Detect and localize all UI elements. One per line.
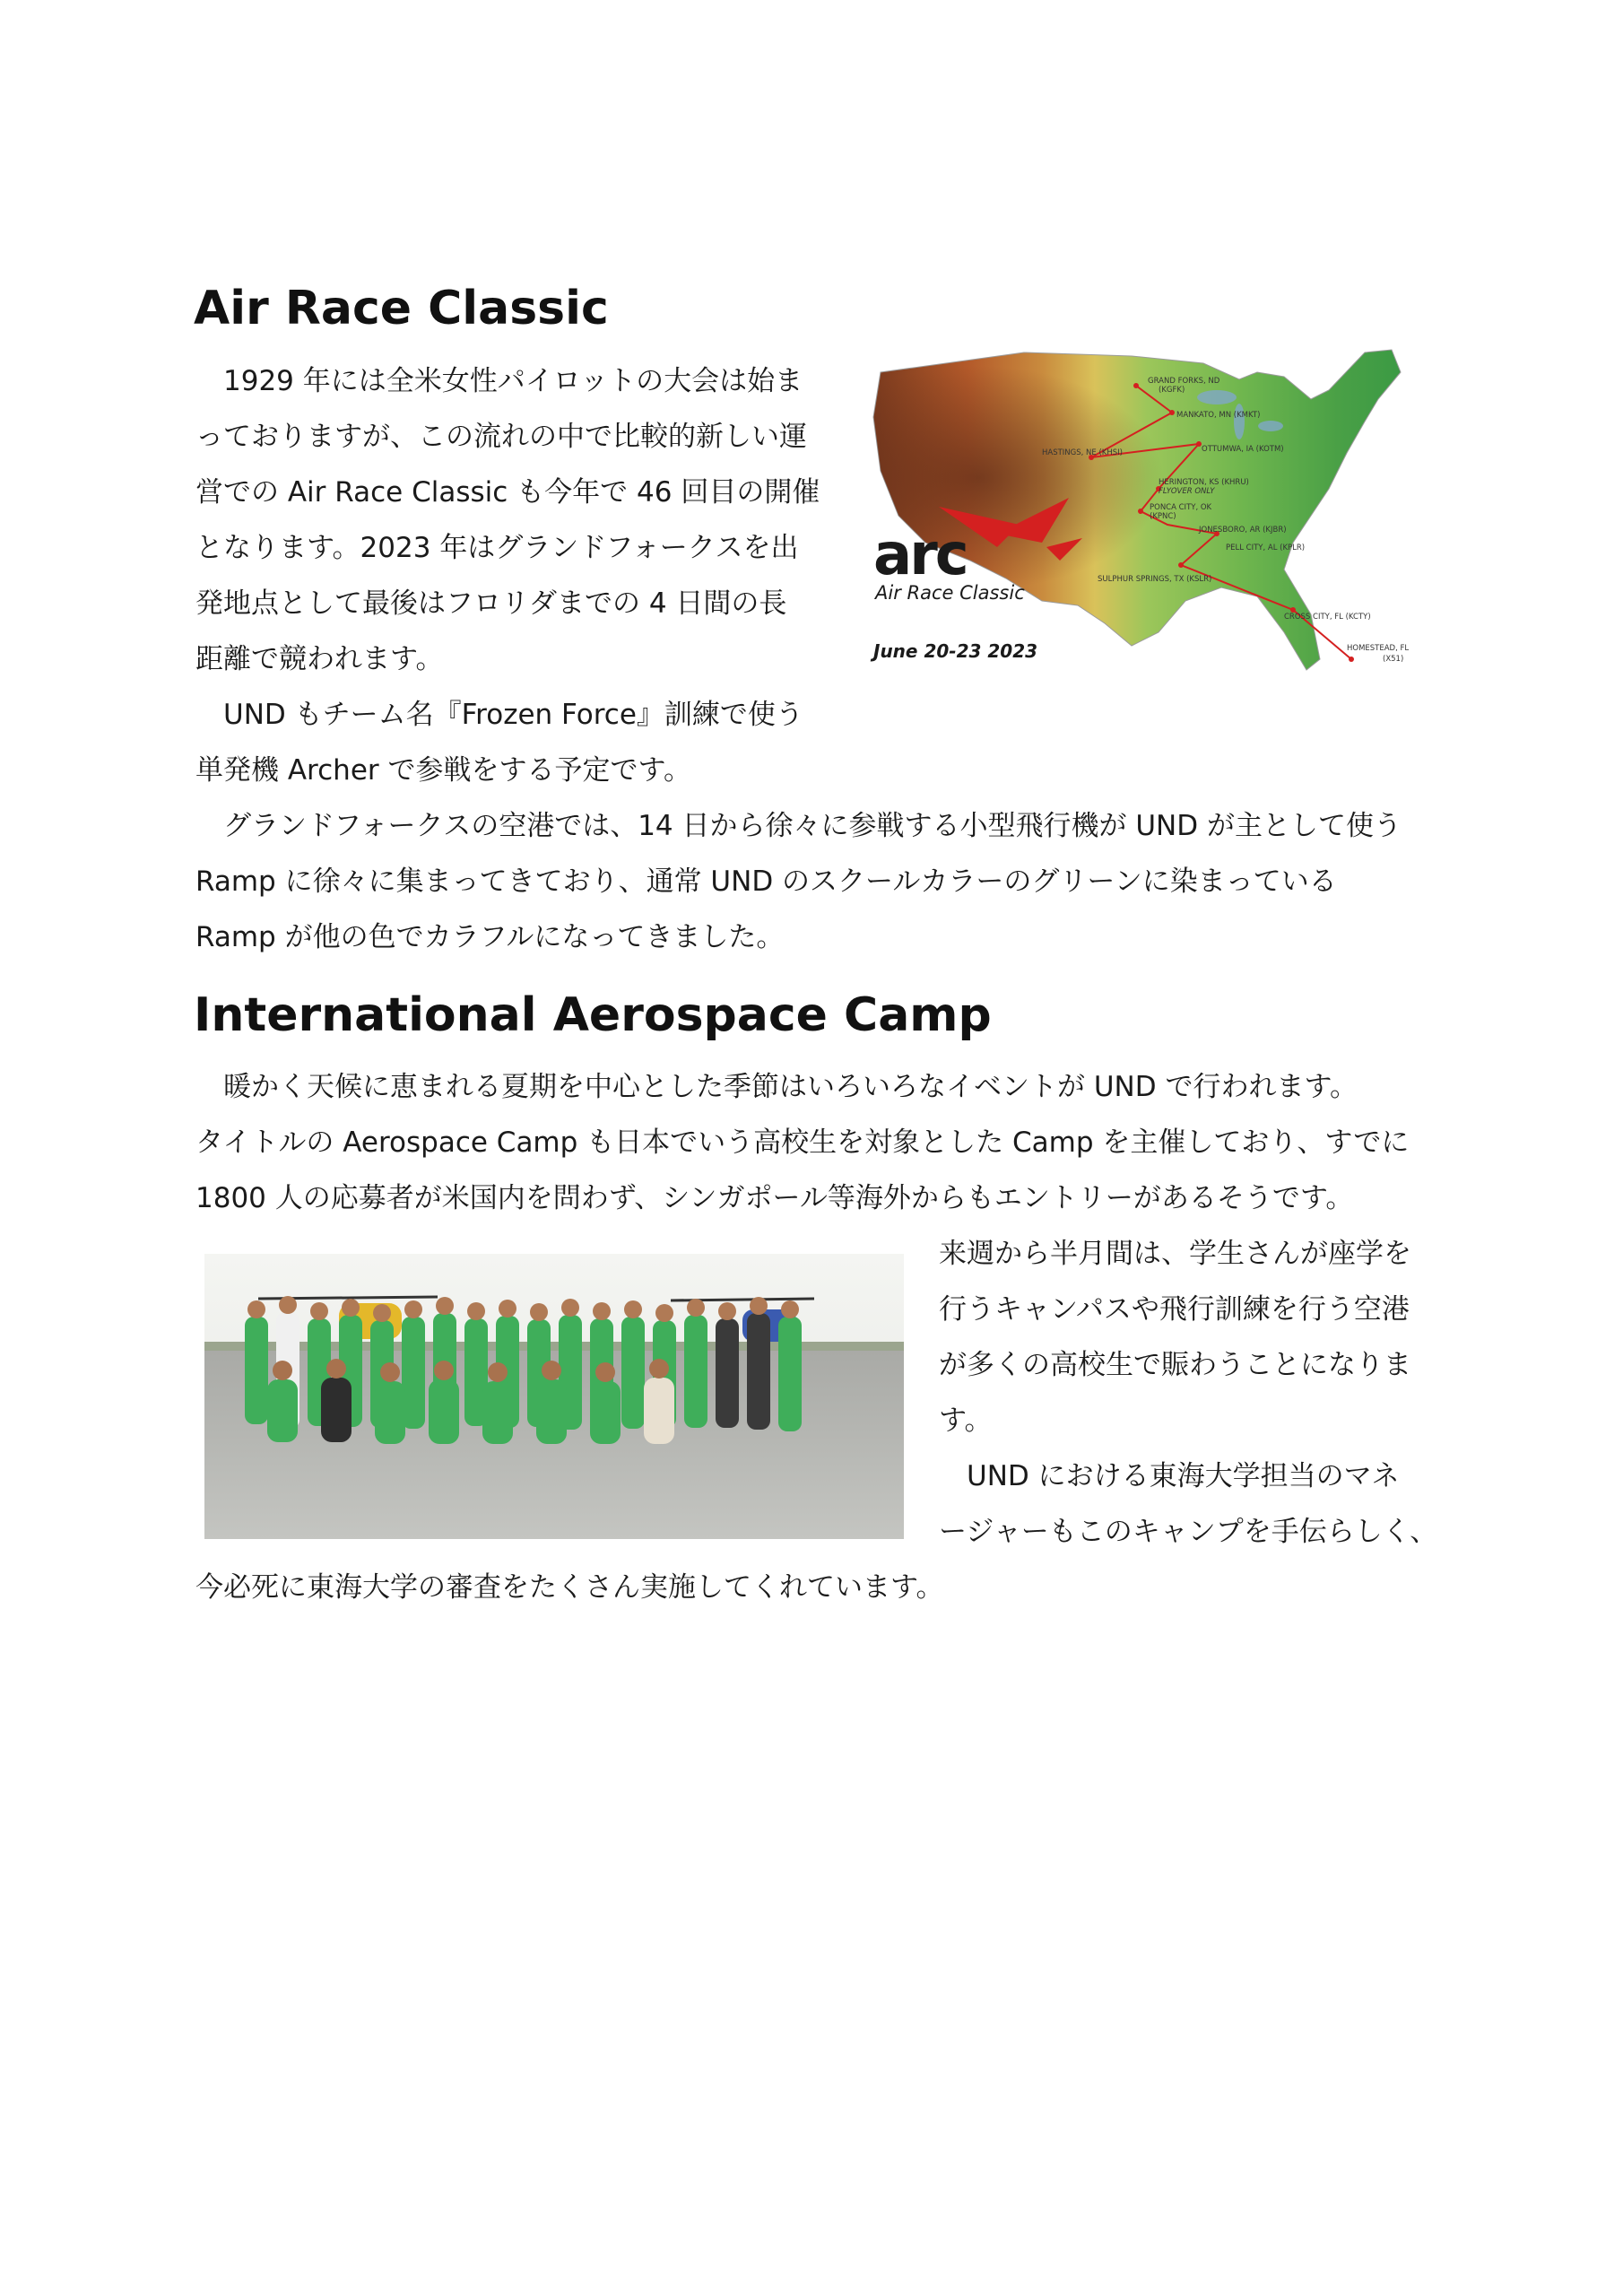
map-label: MANKATO, MN (KMKT) <box>1176 411 1261 420</box>
paragraph-line: ージャーもこのキャンプを手伝らしく、 <box>939 1516 1438 1548</box>
map-label: OTTUMWA, IA (KOTM) <box>1202 445 1284 454</box>
paragraph-line: 単発機 Archer で参戦をする予定です。 <box>195 754 692 787</box>
map-label: GRAND FORKS, ND <box>1148 377 1220 386</box>
race-dates: June 20-23 2023 <box>873 640 1038 662</box>
air-race-route-map <box>863 336 1419 686</box>
paragraph-line: 営での Air Race Classic も今年で 46 回目の開催 <box>195 476 820 509</box>
paragraph-line: っておりますが、この流れの中で比較的新しい運 <box>195 421 807 453</box>
map-label: (X51) <box>1383 655 1404 664</box>
paragraph-line: す。 <box>939 1405 993 1437</box>
logo-subtitle: Air Race Classic <box>875 582 1025 604</box>
paragraph-line: 行うキャンパスや飛行訓練を行う空港 <box>939 1293 1410 1326</box>
paragraph-line: Ramp に徐々に集まってきており、通常 UND のスクールカラーのグリーンに染まっている <box>195 865 1337 898</box>
paragraph-line: となります。2023 年はグランドフォークスを出 <box>195 532 799 564</box>
paragraph-line: 来週から半月間は、学生さんが座学を <box>939 1238 1411 1270</box>
map-label: PELL CITY, AL (KPLR) <box>1226 544 1306 552</box>
paragraph-line: UND もチーム名『Frozen Force』訓練で使う <box>195 699 803 731</box>
section-title-international-aerospace-camp: International Aerospace Camp <box>194 988 992 1042</box>
section-title-air-race-classic: Air Race Classic <box>194 282 609 335</box>
paragraph-line: 距離で競われます。 <box>195 643 444 675</box>
paragraph-line: 1929 年には全米女性パイロットの大会は始ま <box>195 365 803 397</box>
paragraph-line: 暖かく天候に恵まれる夏期を中心とした季節はいろいろなイベントが UND で行われます。 <box>195 1071 1358 1103</box>
map-label: HASTINGS, NE (KHSI) <box>1042 448 1123 457</box>
map-label: HERINGTON, KS (KHRU) <box>1159 478 1249 487</box>
paragraph-line: 発地点として最後はフロリダまでの 4 日間の長 <box>195 587 787 620</box>
logo-text: arc <box>873 522 967 588</box>
map-label: SULPHUR SPRINGS, TX (KSLR) <box>1098 575 1212 584</box>
paragraph-line: 1800 人の応募者が米国内を問わず、シンガポール等海外からもエントリーがあるそうです。 <box>195 1182 1354 1214</box>
map-label: HOMESTEAD, FL <box>1347 644 1410 653</box>
map-label: FLYOVER ONLY <box>1159 487 1215 496</box>
map-label: JONESBORO, AR (KJBR) <box>1199 526 1287 535</box>
map-label: (KPNC) <box>1150 512 1176 521</box>
paragraph-line: 今必死に東海大学の審査をたくさん実施してくれています。 <box>195 1571 944 1604</box>
paragraph-line: タイトルの Aerospace Camp も日本でいう高校生を対象とした Camp を主催しており、すでに <box>195 1126 1410 1159</box>
paragraph-line: が多くの高校生で賑わうことになりま <box>939 1349 1411 1381</box>
paragraph-line: グランドフォークスの空港では、14 日から徐々に参戦する小型飛行機が UND が主として使う <box>195 810 1402 842</box>
aerospace-camp-group-photo <box>204 1254 904 1539</box>
map-label: CROSS CITY, FL (KCTY) <box>1284 613 1371 622</box>
paragraph-line: UND における東海大学担当のマネ <box>939 1460 1400 1492</box>
paragraph-line: Ramp が他の色でカラフルになってきました。 <box>195 921 785 953</box>
map-label: PONCA CITY, OK <box>1150 503 1212 512</box>
map-label: (KGFK) <box>1159 386 1185 395</box>
